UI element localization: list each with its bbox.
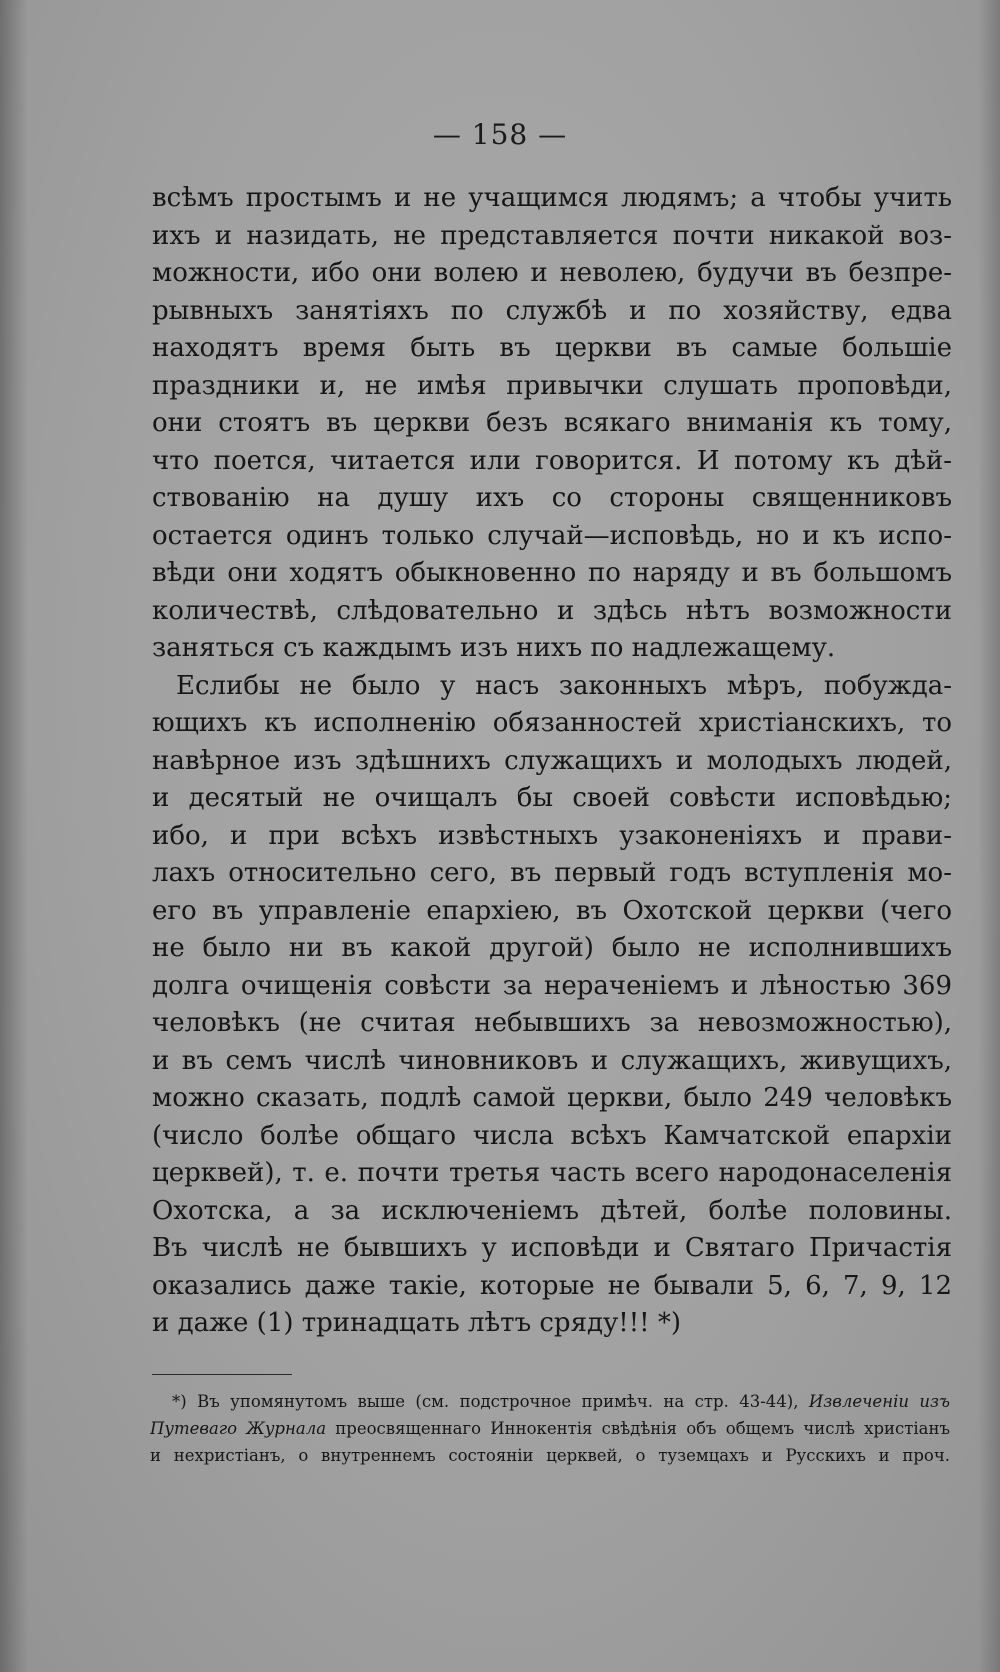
text-line: заняться съ каждымъ изъ нихъ по надлежащему. [152,633,836,663]
text-line: ибо, и при всѣхъ извѣстныхъ узаконенiяхъ и прави- [152,820,952,851]
text-line: навѣрное изъ здѣшнихъ служащихъ и молодыхъ людей, [152,745,952,776]
text-line: ихъ и назидать, не представляется почти никакой воз- [152,220,952,251]
text-line: (число болѣе общаго числа всѣхъ Камчатской епархiи [152,1120,952,1151]
text-line: вѣди они ходятъ обыкновенно по наряду и въ большомъ [152,558,952,588]
footnote-text: *) Въ упомянутомъ выше (см. подстрочное примѣч. на стр. 43-44), [172,1392,799,1411]
text-line: ющихъ къ исполненiю обязанностей христiанскихъ, то [152,708,952,738]
footnote-text: преосвященнаго Иннокентiя свѣдѣнiя объ общемъ числѣ христiанъ [335,1419,950,1438]
text-line: не было ни въ какой другой) было не исполнившихъ [152,933,952,963]
text-line: и въ семъ числѣ чиновниковъ и служащихъ, живущихъ, [152,1045,952,1076]
text-line: остается одинъ только случай—исповѣдь, но и къ испо- [152,520,952,551]
text-line: всѣмъ простымъ и не учащимся людямъ; а чтобы учить [152,183,952,213]
text-line: лахъ относительно сего, въ первый годъ вступленiя мо- [152,858,952,888]
text-line: ствованiю на душу ихъ со стороны священниковъ [152,483,952,513]
footnote-line [150,1388,950,1415]
main-text [152,180,952,1343]
page-number: — 158 — [432,118,568,151]
footnote-italic-text: Путеваго Журнала [150,1419,327,1438]
text-line: можности, ибо они волею и неволею, будучи въ безпре- [152,258,952,288]
text-line: что поется, читается или говорится. И потому къ дѣй- [152,445,952,476]
text-line: человѣкъ (не считая небывшихъ за невозможностью), [152,1008,952,1038]
text-line: Въ числѣ не бывшихъ у исповѣди и Святаго Причастiя [152,1233,952,1263]
text-line: и десятый не очищалъ бы своей совѣсти исповѣдью; [152,783,952,813]
text-line: рывныхъ занятiяхъ по службѣ и по хозяйству, едва [152,295,952,326]
text-line: оказались даже такiе, которые не бывали 5, 6, 7, 9, 12 [152,1270,952,1301]
footnote-line [150,1415,950,1442]
text-line: можно сказать, подлѣ самой церкви, было 249 человѣкъ [152,1083,952,1113]
text-line: долга очищенiя совѣсти за нераченiемъ и лѣностью 369 [152,970,952,1001]
text-line: они стоятъ въ церкви безъ всякаго вниманiя къ тому, [152,408,952,438]
text-line: находятъ время быть въ церкви въ самые большiе [152,333,952,363]
text-line: церквей), т. е. почти третья часть всего народонаселенiя [152,1158,952,1188]
text-line: и даже (1) тринадцать лѣтъ сряду!!! *) [152,1308,682,1338]
text-line: Еслибы не было у насъ законныхъ мѣръ, побужда- [176,670,952,701]
text-line: количествѣ, слѣдовательно и здѣсь нѣтъ возможности [152,595,952,626]
footnote [150,1388,950,1469]
footnote-line: и нехристiанъ, о внутреннемъ состоянiи церквей, о туземцахъ и Русскихъ и проч. [150,1446,950,1465]
text-line: Охотска, а за исключенiемъ дѣтей, болѣе половины. [152,1195,952,1226]
text-line: праздники и, не имѣя привычки слушать проповѣди, [152,370,952,401]
text-line: его въ управленiе епархiею, въ Охотской церкви (чего [152,895,952,926]
footnote-divider [152,1374,292,1375]
footnote-italic-text: Извлеченiи изъ [808,1392,950,1411]
